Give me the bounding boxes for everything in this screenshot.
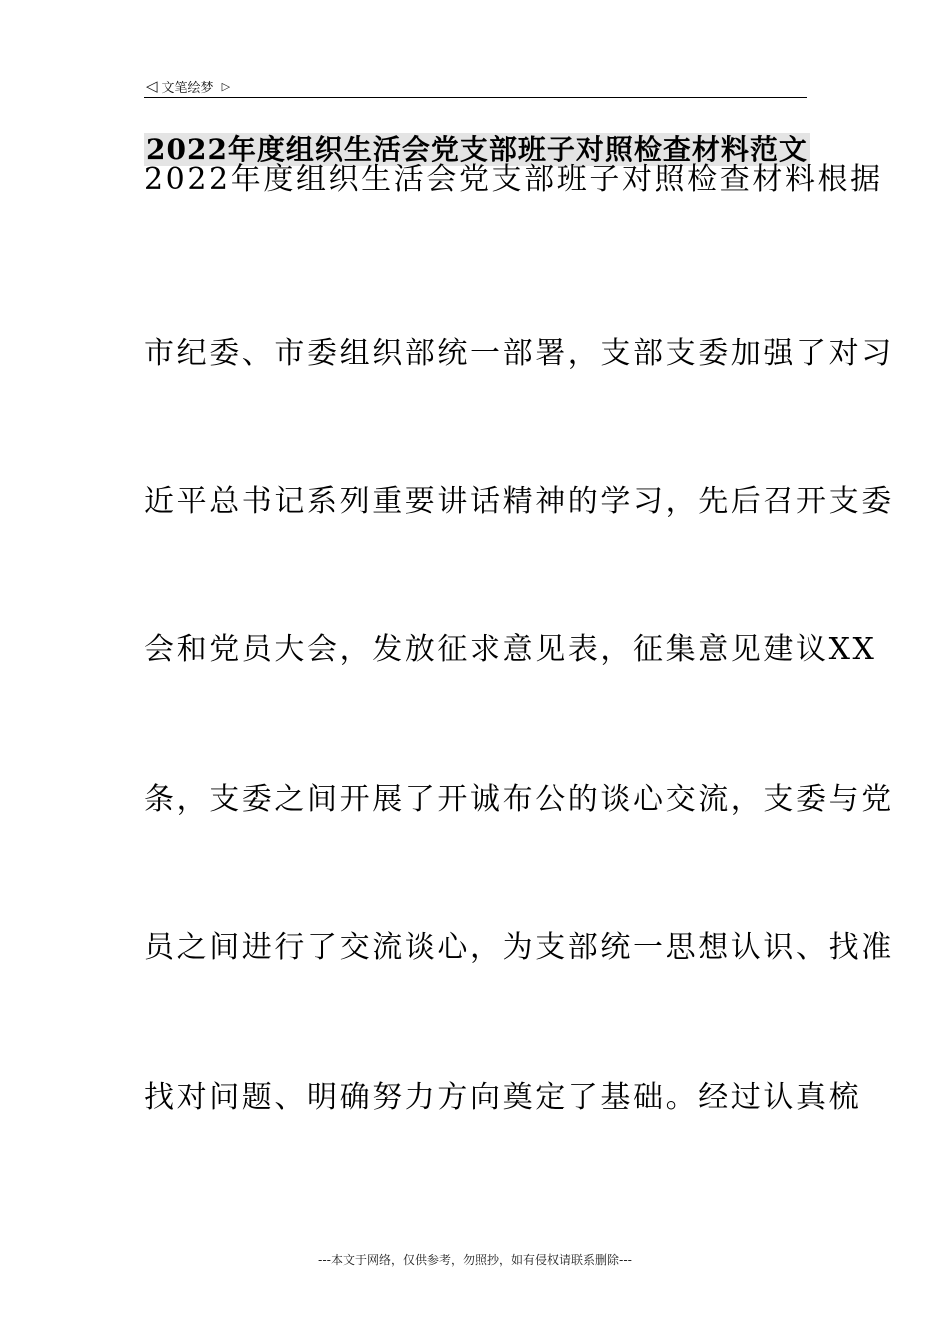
footer-disclaimer: ---本文于网络，仅供参考，勿照抄，如有侵权请联系删除--- — [318, 1253, 632, 1267]
body-line-3: 近平总书记系列重要讲话精神的学习，先后召开支委 — [144, 484, 894, 519]
body-line-5: 条，支委之间开展了开诚布公的谈心交流，支委与党 — [144, 782, 894, 817]
document-title-text: 2022年度组织生活会党支部班子对照检查材料范文 — [146, 133, 808, 166]
body-line-2: 市纪委、市委组织部统一部署，支部支委加强了对习 — [144, 336, 894, 371]
header-text: 文笔绘梦 — [161, 80, 214, 96]
body-line-7: 找对问题、明确努力方向奠定了基础。经过认真梳 — [144, 1080, 862, 1115]
body-line-4: 会和党员大会，发放征求意见表，征集意见建议XX — [144, 632, 877, 667]
body-line-1: 2022年度组织生活会党支部班子对照检查材料根据 — [144, 162, 883, 197]
right-triangle-icon: ▷ — [221, 79, 231, 93]
left-triangle-icon: ◁ — [146, 76, 158, 95]
body-line-6: 员之间进行了交流谈心，为支部统一思想认识、找准 — [144, 930, 894, 965]
header — [146, 76, 230, 96]
header-divider — [144, 97, 807, 98]
